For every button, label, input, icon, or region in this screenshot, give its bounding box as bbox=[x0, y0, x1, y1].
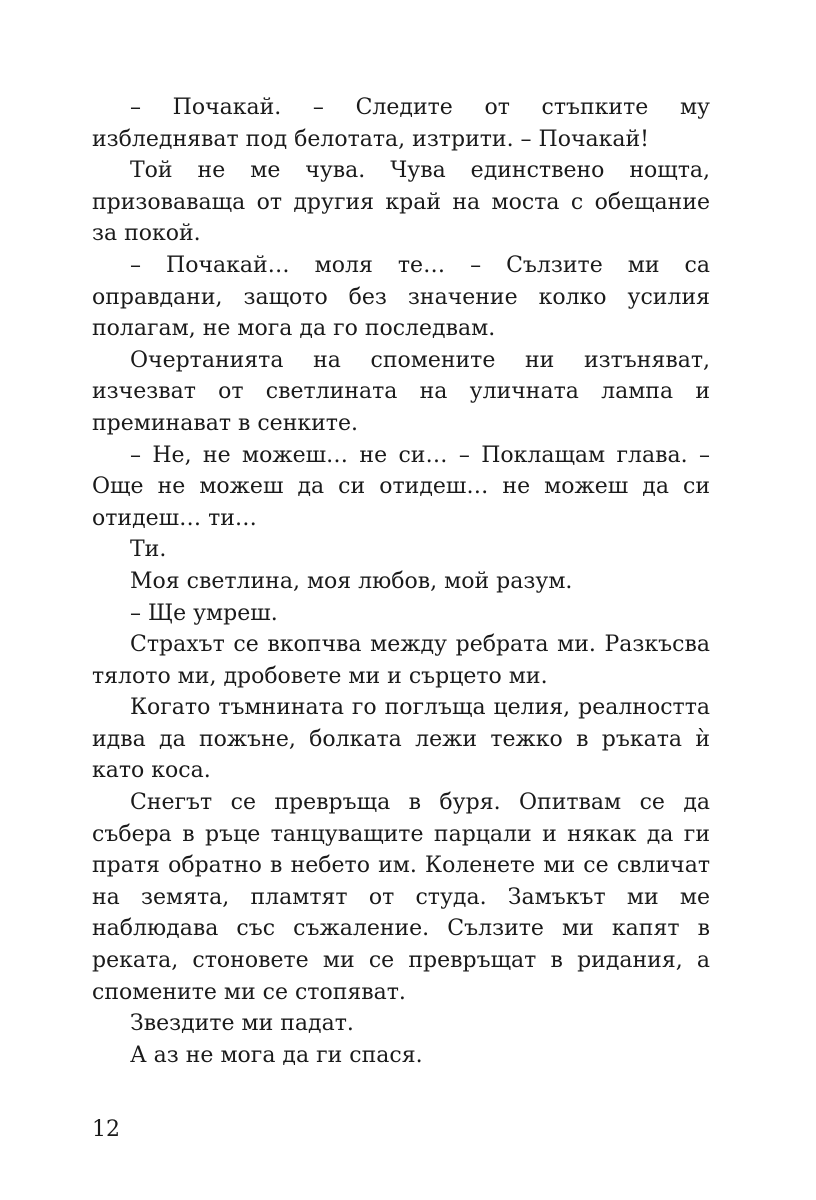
paragraph: Ти. bbox=[130, 537, 167, 563]
paragraph: – Не, не можеш… не си… – Поклащам глава. – Още не можеш да си отидеш… не можеш да си отидеш… ти… bbox=[92, 442, 710, 531]
paragraph: Снегът се превръща в буря. Опитвам се да събера в ръце танцуващите парцали и някак да ги пратя обратно в небето им. Коленете ми се свличат на земята, пламтят от студа. Замъкът ми ме наблюдава със съжаление. Сълзите ми капят в реката, стоновете ми се превръщат в ридания, а спомените ми се стопяват. bbox=[92, 790, 710, 1005]
paragraph: Звездите ми падат. bbox=[130, 1011, 354, 1037]
paragraph: – Ще умреш. bbox=[130, 600, 278, 626]
page-number: 12 bbox=[92, 1117, 120, 1142]
paragraph: – Почакай… моля те… – Сълзите ми са оправдани, защото без значение колко усилия полагам, не мога да го последвам. bbox=[92, 252, 710, 342]
paragraph: Очертанията на спомените ни изтъняват, изчезват от светлината на уличната лампа и преминават в сенките. bbox=[92, 347, 710, 436]
paragraph: А аз не мога да ги спася. bbox=[130, 1042, 423, 1068]
paragraph: Той не ме чува. Чува единствено нощта, призоваваща от другия край на моста с обещание за покой. bbox=[92, 158, 710, 247]
paragraph: – Почакай. – Следите от стъпките му избледняват под белотата, изтрити. – Почакай! bbox=[92, 95, 710, 152]
paragraph: Моя светлина, моя любов, мой разум. bbox=[130, 568, 573, 594]
body-text bbox=[92, 92, 710, 1071]
paragraph: Страхът се вкопчва между ребрата ми. Разкъсва тялото ми, дробовете ми и сърцето ми. bbox=[92, 632, 710, 689]
paragraph: Когато тъмнината го поглъща целия, реалността идва да пожъне, болката лежи тежко в ръката ѝ като коса. bbox=[92, 695, 710, 784]
